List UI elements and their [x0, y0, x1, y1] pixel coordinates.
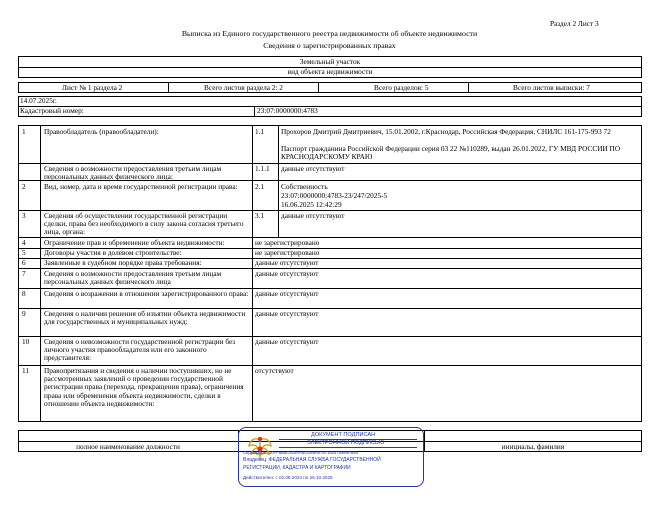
total-sections: Всего разделов: 5 [374, 83, 429, 92]
object-type-value: Земельный участок [299, 57, 361, 66]
row-2-number: 2 [22, 182, 26, 191]
stamp-owner-2: РЕГИСТРАЦИИ, КАДАСТРА И КАРТОГРАФИИ [243, 465, 351, 471]
row-1-label: Правообладатель (правообладатели): [44, 127, 159, 136]
row-3-value: данные отсутствуют [281, 211, 345, 220]
row-3-number: 3 [22, 211, 26, 220]
sheet-number: Лист № 1 раздела 2 [62, 83, 123, 92]
row-6-value: данные отсутствуют [255, 258, 319, 267]
stamp-owner-1: Владелец: ФЕДЕРАЛЬНАЯ СЛУЖБА ГОСУДАРСТВЕННОЙ [243, 457, 381, 463]
row-9-value: данные отсутствуют [255, 309, 319, 318]
row-111-value: данные отсутствуют [281, 164, 345, 173]
row-9-number: 9 [22, 309, 26, 318]
document-subtitle: Сведения о зарегистрированных правах [263, 41, 396, 50]
row-5-value: не зарегистрировано [255, 248, 320, 257]
row-10-value: данные отсутствуют [255, 337, 319, 346]
extract-date: 14.07.2025г. [20, 96, 57, 105]
row-8-value: данные отсутствуют [255, 289, 319, 298]
row-2-subnumber: 2.1 [255, 182, 265, 191]
row-3-label: Сведения об осуществлении государственной регистрации сделки, права без необходимого в силу закона согласия третьего лица, органа: [44, 211, 244, 237]
row-4-label: Ограничение прав и обременение объекта недвижимости: [44, 238, 225, 247]
row-111-label: Сведения о возможности предоставления третьим лицам персональных данных физического лица: [44, 164, 222, 182]
row-7-number: 7 [22, 269, 26, 278]
row-2-right-date: 16.06.2025 12:42:29 [281, 200, 342, 209]
cadastral-number: 23:07:0000000:4783 [257, 106, 318, 115]
row-8-number: 8 [22, 289, 26, 298]
row-2-label: Вид, номер, дата и время государственной регистрации права: [44, 182, 238, 191]
object-type-caption: вид объекта недвижимости [287, 67, 373, 76]
row-4-number: 4 [22, 238, 26, 247]
row-111-subnumber: 1.1.1 [255, 164, 270, 173]
row-10-number: 10 [22, 337, 30, 346]
row-1-number: 1 [22, 127, 26, 136]
position-caption: полное наименование должности [76, 442, 180, 451]
row-1-subnumber: 1.1 [255, 127, 265, 136]
cadastral-label: Кадастровый номер: [20, 106, 84, 115]
row-11-label: Правопритязания и сведения о наличии поступивших, но не рассмотренных заявлений о проведении государственной регистрации права (перехода, прекращения права), ограничения права или обременения объекта недвижимости, сделки в отношении объекта недвижимости: [44, 366, 244, 408]
electronic-signature-stamp [238, 427, 424, 487]
row-6-number: 6 [22, 258, 26, 267]
row-9-label: Сведения о наличии решения об изъятии объекта недвижимости для государственных и муниципальных нужд: [44, 309, 246, 327]
section-sheet-label: Раздел 2 Лист 3 [550, 19, 599, 28]
row-2-right-type: Собственность [281, 182, 328, 191]
row-1-passport: Паспорт гражданина Российской Федерации серия 03 22 №110289, выдан 26.01.2022, ГУ МВД РОССИИ ПО КРАСНОДАРСКОМУ КРАЮ [281, 144, 621, 162]
row-1-holder: Прохоров Дмитрий Дмитриевич, 15.01.2002, г.Краснодар, Российская Федерация, СНИЛС 161-175-993 72 [281, 127, 611, 136]
stamp-certificate: Сертификат: 00FF8B5C515AA8CD86A8787162575988FB56 [243, 450, 358, 455]
row-5-number: 5 [22, 248, 26, 257]
row-3-subnumber: 3.1 [255, 211, 265, 220]
row-7-value: данные отсутствуют [255, 269, 319, 278]
total-sheets: Всего листов выписки: 7 [513, 83, 590, 92]
row-7-label: Сведения о возможности предоставления третьим лицам персональных данных физического лица [44, 269, 222, 287]
row-6-label: Заявленные в судебном порядке права требования: [44, 258, 202, 267]
document-title: Выписка из Единого государственного реестра недвижимости об объекте недвижимости [181, 29, 478, 38]
row-10-label: Сведения о невозможности государственной регистрации без личного участия правообладателя или его законного представителя: [44, 337, 236, 363]
row-4-value: не зарегистрировано [255, 238, 320, 247]
stamp-line-2: ЭЛЕКТРОННОЙ ПОДПИСЬЮ [307, 440, 385, 446]
stamp-line-1: ДОКУМЕНТ ПОДПИСАН [311, 432, 376, 438]
row-2-right-number: 23:07:0000000:4783-23/247/2025-5 [281, 191, 388, 200]
total-sheets-section: Всего листов раздела 2: 2 [204, 83, 283, 92]
row-8-label: Сведения о возражении в отношении зарегистрированного права: [44, 289, 249, 298]
row-11-number: 11 [22, 366, 30, 375]
stamp-validity: Действителен: с 02.08.2024 по 26.10.2025 [243, 475, 333, 480]
name-caption: инициалы, фамилия [501, 442, 565, 451]
row-5-label: Договоры участия в долевом строительстве: [44, 248, 182, 257]
row-11-value: отсутствуют [255, 366, 294, 375]
